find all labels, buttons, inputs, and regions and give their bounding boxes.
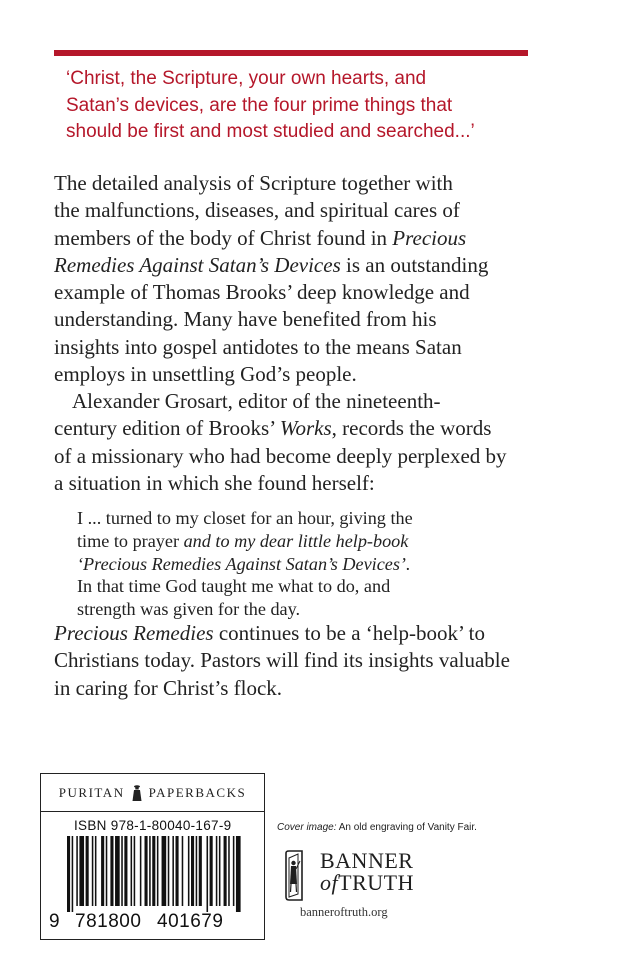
barcode-image [67,836,243,912]
quote-line [77,530,517,553]
barcode-bar [233,836,235,906]
text-run: , records the words [331,416,492,441]
barcode-bar [152,836,155,906]
barcode-bar [162,836,167,906]
text-line: Alexander Grosart, editor of the nineteenth- [72,389,441,413]
emphasis-italic: ‘Precious Remedies Against Satan’s Devices’. [77,553,411,574]
barcode-bar [210,836,213,906]
barcode-bar [224,836,227,906]
publisher-truth: TRUTH [338,870,414,895]
barcode-digits-left: 781800 [75,911,142,932]
publisher-name [320,850,414,894]
epigraph-line: Satan’s devices, are the four prime things that [66,94,453,116]
barcode-bar [188,836,190,906]
barcode-digit-first: 9 [49,911,61,932]
publisher-of: of [320,870,339,895]
barcode-bar [76,836,78,906]
barcode-bar [92,836,94,906]
book-title-italic: Precious Remedies [54,621,214,645]
text-line [54,620,554,647]
barcode-bar [140,836,142,906]
barcode-bar [236,836,241,912]
text-run: century edition of Brooks’ [54,416,280,441]
text-line: The detailed analysis of Scripture together with [54,171,453,195]
barcode-bar [124,836,127,906]
barcode-bar [121,836,123,906]
isbn-label: ISBN 978-1-80040-167-9 [74,818,232,833]
text-line [54,252,554,279]
text-run: time to prayer [77,530,184,551]
quote-line: In that time God taught me what to do, and [77,576,391,597]
series-header [41,774,264,812]
barcode-bar [145,836,148,906]
barcode-digits-right: 401679 [157,911,224,932]
barcode-bar [131,836,133,906]
barcode-bar [228,836,230,906]
cover-credit-label: Cover image: [277,822,337,833]
text-run: is an outstanding [340,252,489,277]
barcode-bar [176,836,179,906]
epigraph-line: should be first and most studied and searched...’ [66,121,475,142]
text-line [54,225,554,252]
barcode-bar [196,836,198,906]
text-line: a situation in which she found herself: [54,470,375,495]
publisher-line-2 [320,872,414,894]
text-line: the malfunctions, diseases, and spiritual cares of [54,198,460,223]
text-run: continues to be a ‘help-book’ to [213,621,485,645]
epigraph-quote [66,66,536,146]
barcode-bar [199,836,202,906]
text-line: of a missionary who had become deeply perplexed by [54,443,507,468]
book-title-italic: Precious [392,225,467,250]
barcode-bar [191,836,194,906]
description-paragraph-3 [54,620,554,702]
barcode-bar [79,836,84,906]
barcode-bar [72,836,74,912]
publisher-line-1: BANNER [320,848,414,873]
text-run: members of the body of Christ found in [54,225,393,250]
description-paragraph-2 [54,388,554,497]
barcode-bar [182,836,184,906]
emphasis-italic: and to my dear little help-book [183,530,409,551]
barcode-bar [86,836,89,906]
quote-line: strength was given for the day. [77,599,301,620]
barcode-bar [101,836,104,906]
epigraph-line: ‘Christ, the Scripture, your own hearts, and [66,68,427,89]
barcode-bar [134,836,136,906]
book-title-italic: Remedies Against Satan’s Devices [54,252,341,277]
barcode-bar [168,836,170,906]
barcode-bar [115,836,120,906]
text-line: employs in unsettling God’s people. [54,362,357,387]
quote-line [77,553,517,576]
missionary-blockquote [77,507,517,621]
top-red-rule [54,50,528,56]
barcode-bar [216,836,218,906]
series-left-label: PURITAN [58,784,125,800]
barcode-bar [172,836,174,906]
isbn-barcode-box [40,773,265,940]
barcode-bar [106,836,108,906]
barcode-bar [110,836,113,906]
text-line: understanding. Many have benefited from his [54,307,437,332]
publisher-url[interactable]: banneroftruth.org [300,905,388,919]
barcode-bar [95,836,97,906]
puritan-figure-icon [131,784,143,802]
text-line: Christians today. Pastors will find its insights valuable [54,648,510,673]
works-italic: Works [279,416,332,441]
series-right-label: PAPERBACKS [148,784,247,800]
barcode-bar [67,836,70,912]
barcode-bar [157,836,159,906]
text-line [54,415,554,442]
barcode-bar [207,836,209,912]
cover-credit-text: An old engraving of Vanity Fair. [336,822,477,833]
barcode-bar [149,836,151,906]
text-line: example of Thomas Brooks’ deep knowledge and [54,280,470,305]
description-paragraph-1 [54,170,554,388]
cover-image-credit [277,822,477,833]
barcode-bar [219,836,221,906]
quote-line: I ... turned to my closet for an hour, giving the [77,508,413,528]
text-line: in caring for Christ’s flock. [54,675,283,700]
text-line: insights into gospel antidotes to the means Satan [54,334,462,359]
